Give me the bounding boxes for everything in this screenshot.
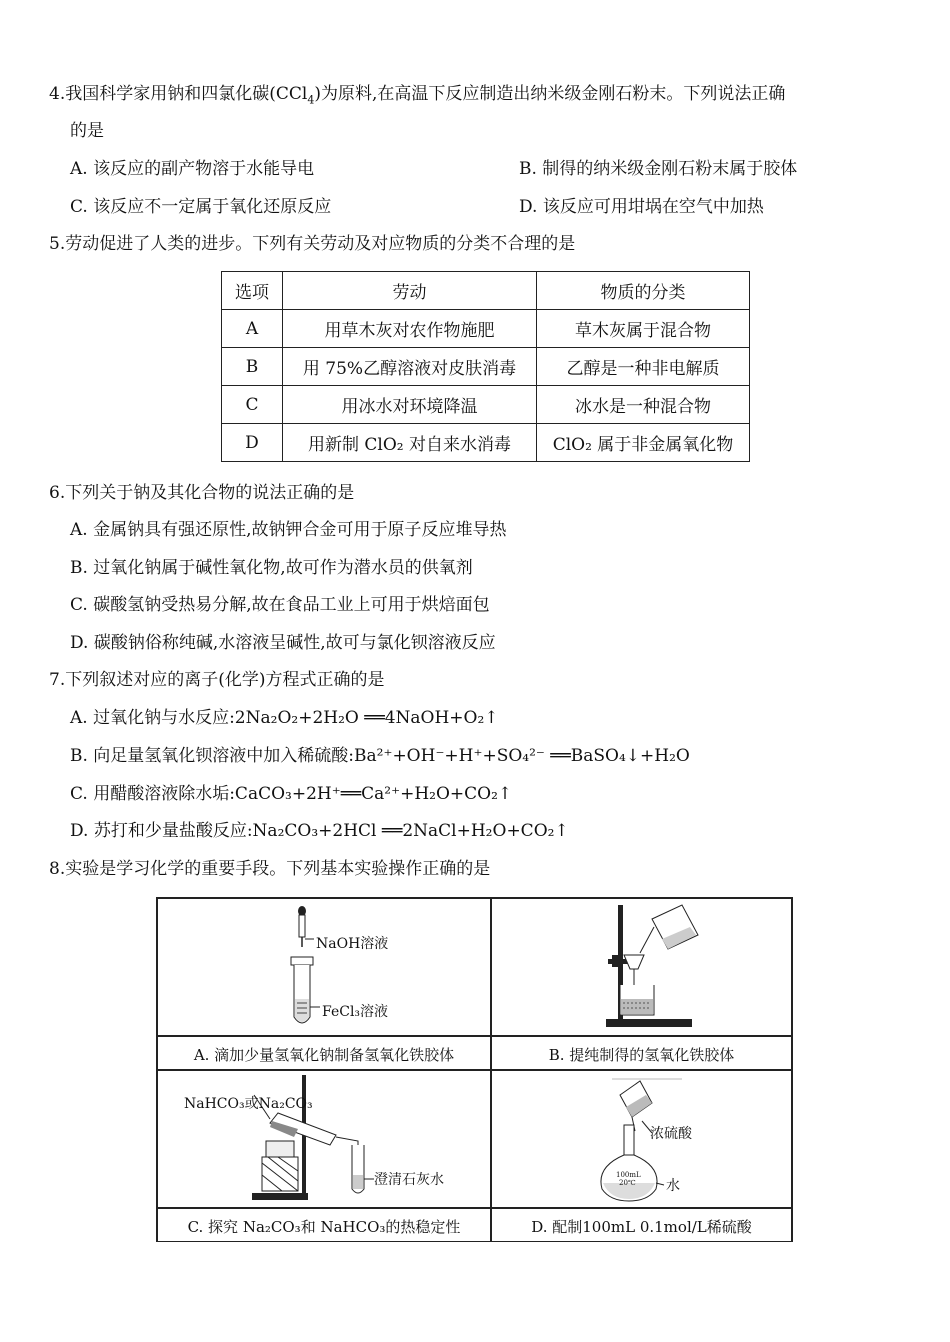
table-cell: 用草木灰对农作物施肥 (283, 310, 537, 348)
q8-panel-d (491, 1070, 792, 1208)
table-row (222, 348, 750, 386)
q6-option-c: C. 碳酸氢钠受热易分解,故在食品工业上可用于烘焙面包 (70, 595, 490, 615)
q6-option-d: D. 碳酸钠俗称纯碱,水溶液呈碱性,故可与氯化钡溶液反应 (70, 633, 496, 653)
q4-option-c: C. 该反应不一定属于氧化还原反应 (70, 197, 332, 217)
table-cell: B (222, 348, 283, 386)
table-cell: 乙醇是一种非电解质 (537, 348, 750, 386)
q7-option-a: A. 过氧化钠与水反应:2Na₂O₂+2H₂O ══4NaOH+O₂↑ (70, 708, 499, 728)
q8-caption-b-cell (491, 1036, 792, 1070)
table-cell: 冰水是一种混合物 (537, 386, 750, 424)
q6-stem: 6.下列关于钠及其化合物的说法正确的是 (49, 483, 355, 503)
q4-option-b: B. 制得的纳米级金刚石粉末属于胶体 (519, 159, 798, 179)
q8-caption-c: C. 探究 Na₂CO₃和 NaHCO₃的热稳定性 (187, 1218, 461, 1236)
header-labor: 劳动 (283, 272, 537, 310)
q6-option-b: B. 过氧化钠属于碱性氧化物,故可作为潜水员的供氧剂 (70, 558, 473, 578)
q8-caption-b: B. 提纯制得的氢氧化铁胶体 (548, 1046, 735, 1064)
nahco3-label: NaHCO₃或Na₂CO₃ (184, 1096, 313, 1112)
q8-stem: 8.实验是学习化学的重要手段。下列基本实验操作正确的是 (49, 859, 491, 879)
q5-stem: 5.劳动促进了人类的进步。下列有关劳动及对应物质的分类不合理的是 (49, 234, 576, 254)
q8-caption-d: D. 配制100mL 0.1mol/L稀硫酸 (531, 1218, 752, 1236)
q4-stem-line2: 的是 (70, 121, 104, 141)
q7-option-c: C. 用醋酸溶液除水垢:CaCO₃+2H⁺══Ca²⁺+H₂O+CO₂↑ (70, 784, 513, 804)
header-classification: 物质的分类 (537, 272, 750, 310)
q8-caption-c-cell (157, 1208, 491, 1242)
q8-panel-a (157, 898, 491, 1036)
q8-figure-grid (156, 897, 793, 1242)
q8-caption-a-cell (157, 1036, 491, 1070)
table-row (222, 310, 750, 348)
q8-panel-b (491, 898, 792, 1036)
conc-sulfuric-acid-label: 浓硫酸 (650, 1126, 692, 1142)
flask-temp-label: 20℃ (619, 1179, 636, 1187)
q7-option-d: D. 苏打和少量盐酸反应:Na₂CO₃+2HCl ══2NaCl+H₂O+CO₂↑ (70, 821, 569, 841)
table-cell: C (222, 386, 283, 424)
limewater-label: 澄清石灰水 (374, 1172, 444, 1188)
table-cell: A (222, 310, 283, 348)
fecl3-label: FeCl₃溶液 (322, 1004, 389, 1020)
q7-option-b: B. 向足量氢氧化钡溶液中加入稀硫酸:Ba²⁺+OH⁻+H⁺+SO₄²⁻ ══BaSO₄↓+H₂O (70, 746, 690, 766)
filtration-stand-illustration (492, 899, 793, 1037)
flask-volume-label: 100mL (616, 1171, 641, 1179)
q8-caption-a: A. 滴加少量氢氧化钠制备氢氧化铁胶体 (193, 1046, 455, 1064)
table-cell: D (222, 424, 283, 462)
water-label: 水 (666, 1178, 680, 1194)
table-row (222, 424, 750, 462)
q4-stem-line1: 4.我国科学家用钠和四氯化碳(CCl$_4$)为原料,在高温下反应制造出纳米级金刚石粉末。下列说法正确 (49, 84, 786, 107)
table-cell: 用 75%乙醇溶液对皮肤消毒 (283, 348, 537, 386)
q4-option-d: D. 该反应可用坩埚在空气中加热 (519, 197, 764, 217)
q8-caption-d-cell (491, 1208, 792, 1242)
table-row (222, 386, 750, 424)
q8-panel-c (157, 1070, 491, 1208)
q7-stem: 7.下列叙述对应的离子(化学)方程式正确的是 (49, 670, 385, 690)
volumetric-flask-illustration (492, 1071, 793, 1209)
table-cell: 草木灰属于混合物 (537, 310, 750, 348)
table-header-row (222, 272, 750, 310)
q6-option-a: A. 金属钠具有强还原性,故钠钾合金可用于原子反应堆导热 (70, 520, 507, 540)
naoh-label: NaOH溶液 (316, 936, 389, 952)
header-option: 选项 (222, 272, 283, 310)
q4-option-a: A. 该反应的副产物溶于水能导电 (70, 159, 315, 179)
table-cell: 用新制 ClO₂ 对自来水消毒 (283, 424, 537, 462)
table-cell: ClO₂ 属于非金属氧化物 (537, 424, 750, 462)
q5-table (221, 271, 750, 462)
table-cell: 用冰水对环境降温 (283, 386, 537, 424)
